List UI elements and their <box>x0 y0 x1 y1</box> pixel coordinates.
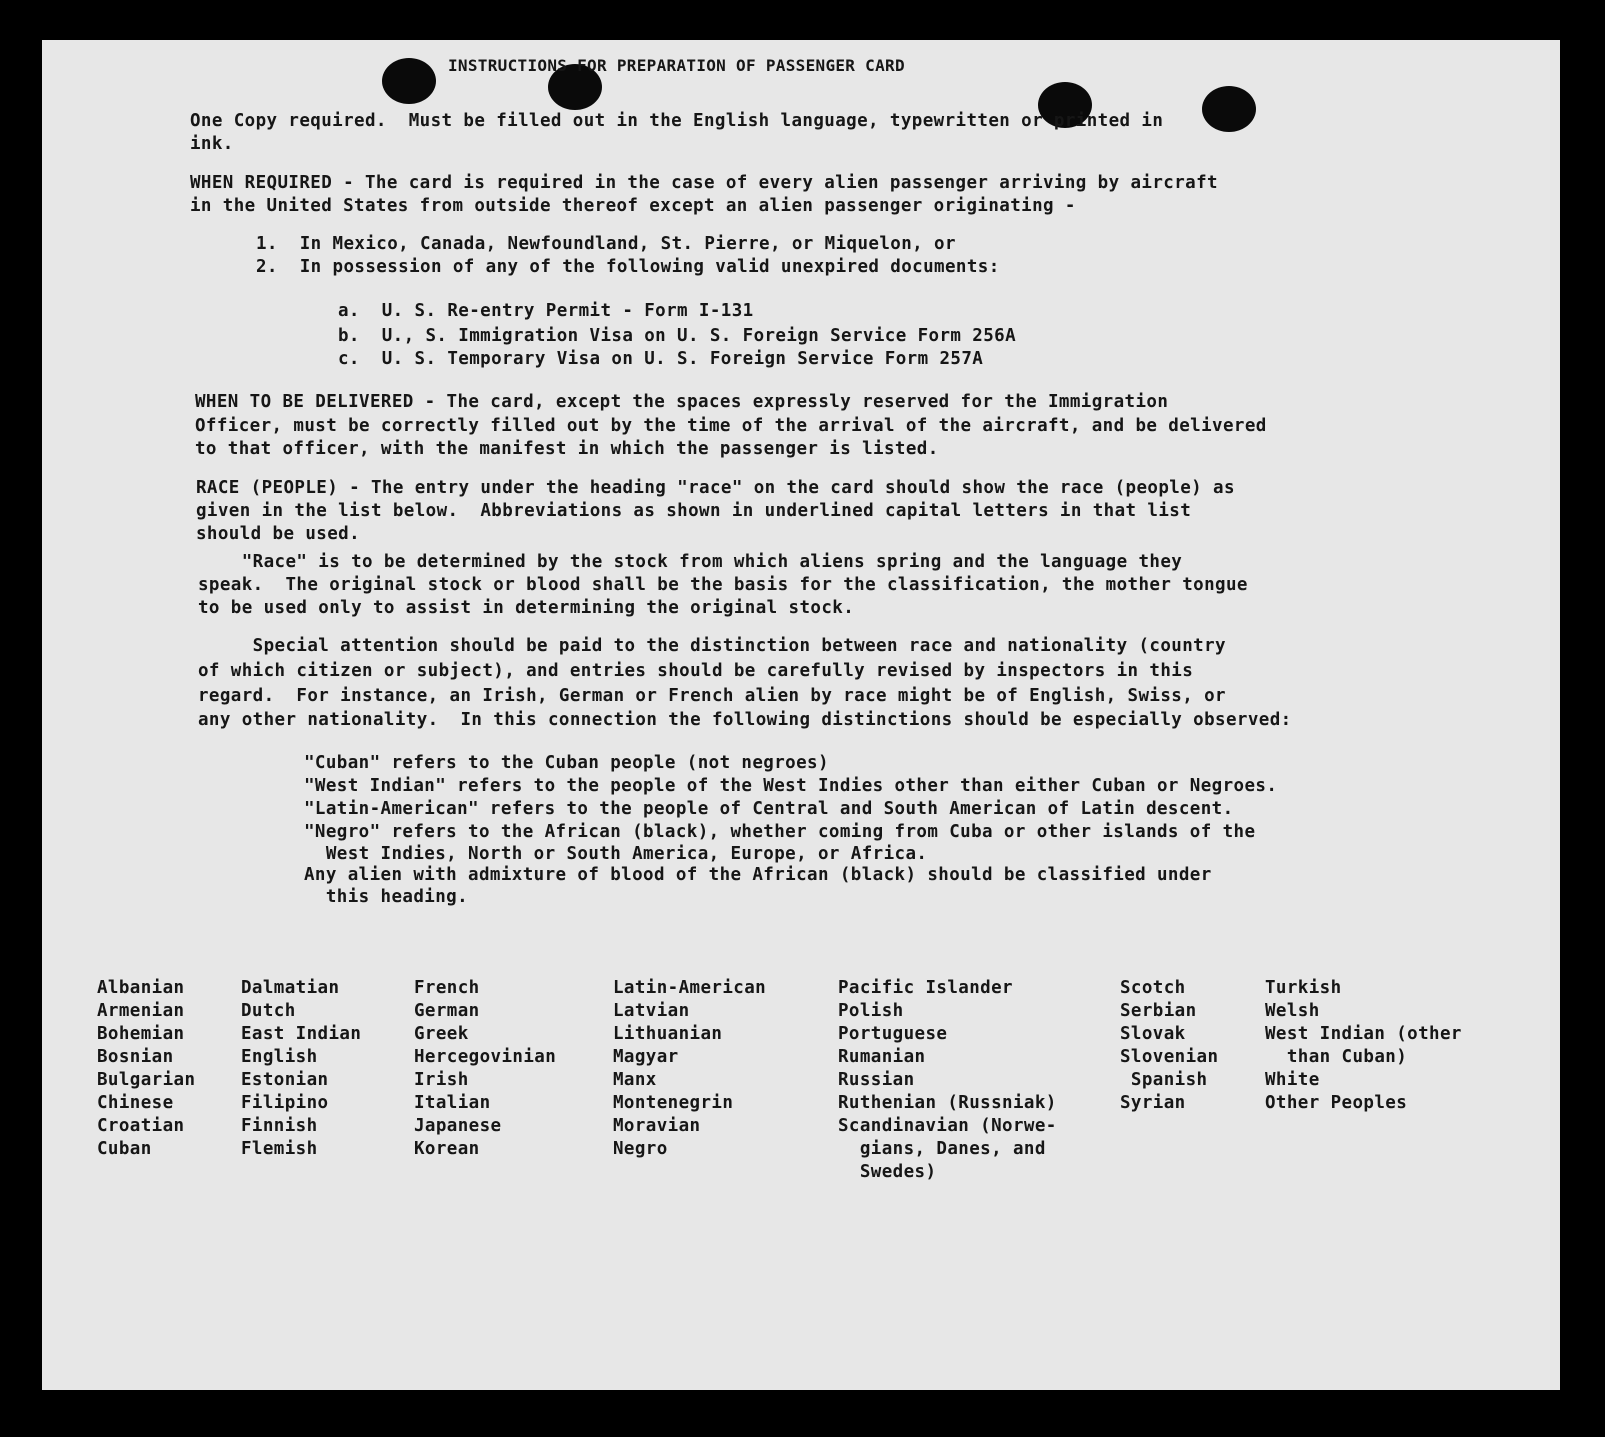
race-entry: Estonian <box>241 1070 329 1090</box>
race-entry: Other Peoples <box>1265 1093 1408 1113</box>
page-title: INSTRUCTIONS FOR PREPARATION OF PASSENGER CARD <box>448 56 905 75</box>
race-column <box>414 977 556 1161</box>
race-entry: Montenegrin <box>613 1093 734 1113</box>
race-entry: Portuguese <box>838 1024 948 1044</box>
distinction-line: "Latin-American" refers to the people of Central and South American of Latin descent. <box>304 799 1234 819</box>
race-column <box>613 977 766 1161</box>
intro-line: ink. <box>190 134 234 154</box>
race-entry: Latin-American <box>613 978 767 998</box>
race-entry: Flemish <box>241 1139 318 1159</box>
race-entry: Latvian <box>613 1001 690 1021</box>
distinction-line: "Negro" refers to the African (black), whether coming from Cuba or other islands of the <box>304 822 1256 842</box>
race-line: given in the list below. Abbreviations as shown in underlined capital letters in that list <box>196 501 1192 521</box>
race-entry: Bohemian <box>97 1024 185 1044</box>
document-page <box>42 40 1560 1390</box>
race-entry: Welsh <box>1265 1001 1320 1021</box>
punch-hole <box>1202 86 1256 132</box>
race-entry: Manx <box>613 1070 657 1090</box>
punch-hole <box>382 58 436 104</box>
intro-line: One Copy required. Must be filled out in the English language, typewritten or printed in <box>190 111 1164 131</box>
special-attention-line: Special attention should be paid to the distinction between race and nationality (country <box>198 636 1226 656</box>
distinction-line: this heading. <box>304 887 469 907</box>
race-entry: Pacific Islander <box>838 978 1013 998</box>
race-entry: Syrian <box>1120 1093 1186 1113</box>
race-entry: Slovak <box>1120 1024 1186 1044</box>
race-entry: Hercegovinian <box>414 1047 557 1067</box>
race-entry: White <box>1265 1070 1320 1090</box>
race-entry: German <box>414 1001 480 1021</box>
race-entry: Bulgarian <box>97 1070 196 1090</box>
document-item: c. U. S. Temporary Visa on U. S. Foreign Service Form 257A <box>338 349 984 369</box>
when-delivered-line: Officer, must be correctly filled out by the time of the arrival of the aircraft, and be delivered <box>195 416 1267 436</box>
race-entry: Turkish <box>1265 978 1342 998</box>
document-item: b. U., S. Immigration Visa on U. S. Foreign Service Form 256A <box>338 326 1017 346</box>
race-entry: Swedes) <box>838 1162 937 1182</box>
race-entry: Finnish <box>241 1116 318 1136</box>
special-attention-line: any other nationality. In this connection the following distinctions should be especially observed: <box>198 710 1292 730</box>
race-entry: Croatian <box>97 1116 185 1136</box>
race-entry: Lithuanian <box>613 1024 723 1044</box>
race-entry: Scotch <box>1120 978 1186 998</box>
race-entry: Bosnian <box>97 1047 174 1067</box>
race-definition-line: to be used only to assist in determining the original stock. <box>198 598 855 618</box>
document-item: a. U. S. Re-entry Permit - Form I-131 <box>338 301 754 321</box>
race-entry: Albanian <box>97 978 185 998</box>
race-column <box>241 977 361 1161</box>
distinction-line: "West Indian" refers to the people of the West Indies other than either Cuban or Negroes. <box>304 776 1278 796</box>
race-entry: Greek <box>414 1024 469 1044</box>
special-attention-line: of which citizen or subject), and entries should be carefully revised by inspectors in this <box>198 661 1194 681</box>
race-entry: Chinese <box>97 1093 174 1113</box>
race-entry: Rumanian <box>838 1047 926 1067</box>
race-line: RACE (PEOPLE) - The entry under the heading "race" on the card should show the race (people) as <box>196 478 1235 498</box>
race-entry: than Cuban) <box>1265 1047 1408 1067</box>
race-entry: gians, Danes, and <box>838 1139 1046 1159</box>
when-required-line: WHEN REQUIRED - The card is required in the case of every alien passenger arriving by aircraft <box>190 173 1218 193</box>
race-entry: Serbian <box>1120 1001 1197 1021</box>
race-entry: English <box>241 1047 318 1067</box>
race-entry: Magyar <box>613 1047 679 1067</box>
race-entry: French <box>414 978 480 998</box>
when-delivered-line: to that officer, with the manifest in which the passenger is listed. <box>195 439 939 459</box>
race-column <box>97 977 195 1161</box>
race-entry: Armenian <box>97 1001 185 1021</box>
race-entry: East Indian <box>241 1024 362 1044</box>
race-definition-line: speak. The original stock or blood shall be the basis for the classification, the mother tongue <box>198 575 1248 595</box>
race-entry: Moravian <box>613 1116 701 1136</box>
race-entry: Japanese <box>414 1116 502 1136</box>
special-attention-line: regard. For instance, an Irish, German or French alien by race might be of English, Swiss, or <box>198 686 1226 706</box>
race-entry: Slovenian <box>1120 1047 1219 1067</box>
race-entry: Spanish <box>1120 1070 1208 1090</box>
race-entry: Scandinavian (Norwe- <box>838 1116 1057 1136</box>
distinction-line: "Cuban" refers to the Cuban people (not negroes) <box>304 753 829 773</box>
when-delivered-line: WHEN TO BE DELIVERED - The card, except the spaces expressly reserved for the Immigration <box>195 392 1169 412</box>
race-line: should be used. <box>196 524 361 544</box>
race-column <box>1120 977 1218 1115</box>
numbered-item: 2. In possession of any of the following valid unexpired documents: <box>256 257 1000 277</box>
race-entry: Negro <box>613 1139 668 1159</box>
race-entry: Italian <box>414 1093 491 1113</box>
race-entry: West Indian (other <box>1265 1024 1462 1044</box>
race-entry: Ruthenian (Russniak) <box>838 1093 1057 1113</box>
race-entry: Filipino <box>241 1093 329 1113</box>
race-column <box>1265 977 1462 1115</box>
race-entry: Irish <box>414 1070 469 1090</box>
race-column <box>838 977 1057 1184</box>
numbered-item: 1. In Mexico, Canada, Newfoundland, St. Pierre, or Miquelon, or <box>256 234 956 254</box>
race-entry: Cuban <box>97 1139 152 1159</box>
race-entry: Korean <box>414 1139 480 1159</box>
race-entry: Russian <box>838 1070 915 1090</box>
when-required-line: in the United States from outside thereof except an alien passenger originating - <box>190 196 1076 216</box>
distinction-line: Any alien with admixture of blood of the African (black) should be classified under <box>304 865 1212 885</box>
race-definition-line: "Race" is to be determined by the stock from which aliens spring and the language they <box>198 552 1183 572</box>
race-entry: Dalmatian <box>241 978 340 998</box>
race-entry: Polish <box>838 1001 904 1021</box>
distinction-line: West Indies, North or South America, Europe, or Africa. <box>304 844 928 864</box>
race-entry: Dutch <box>241 1001 296 1021</box>
